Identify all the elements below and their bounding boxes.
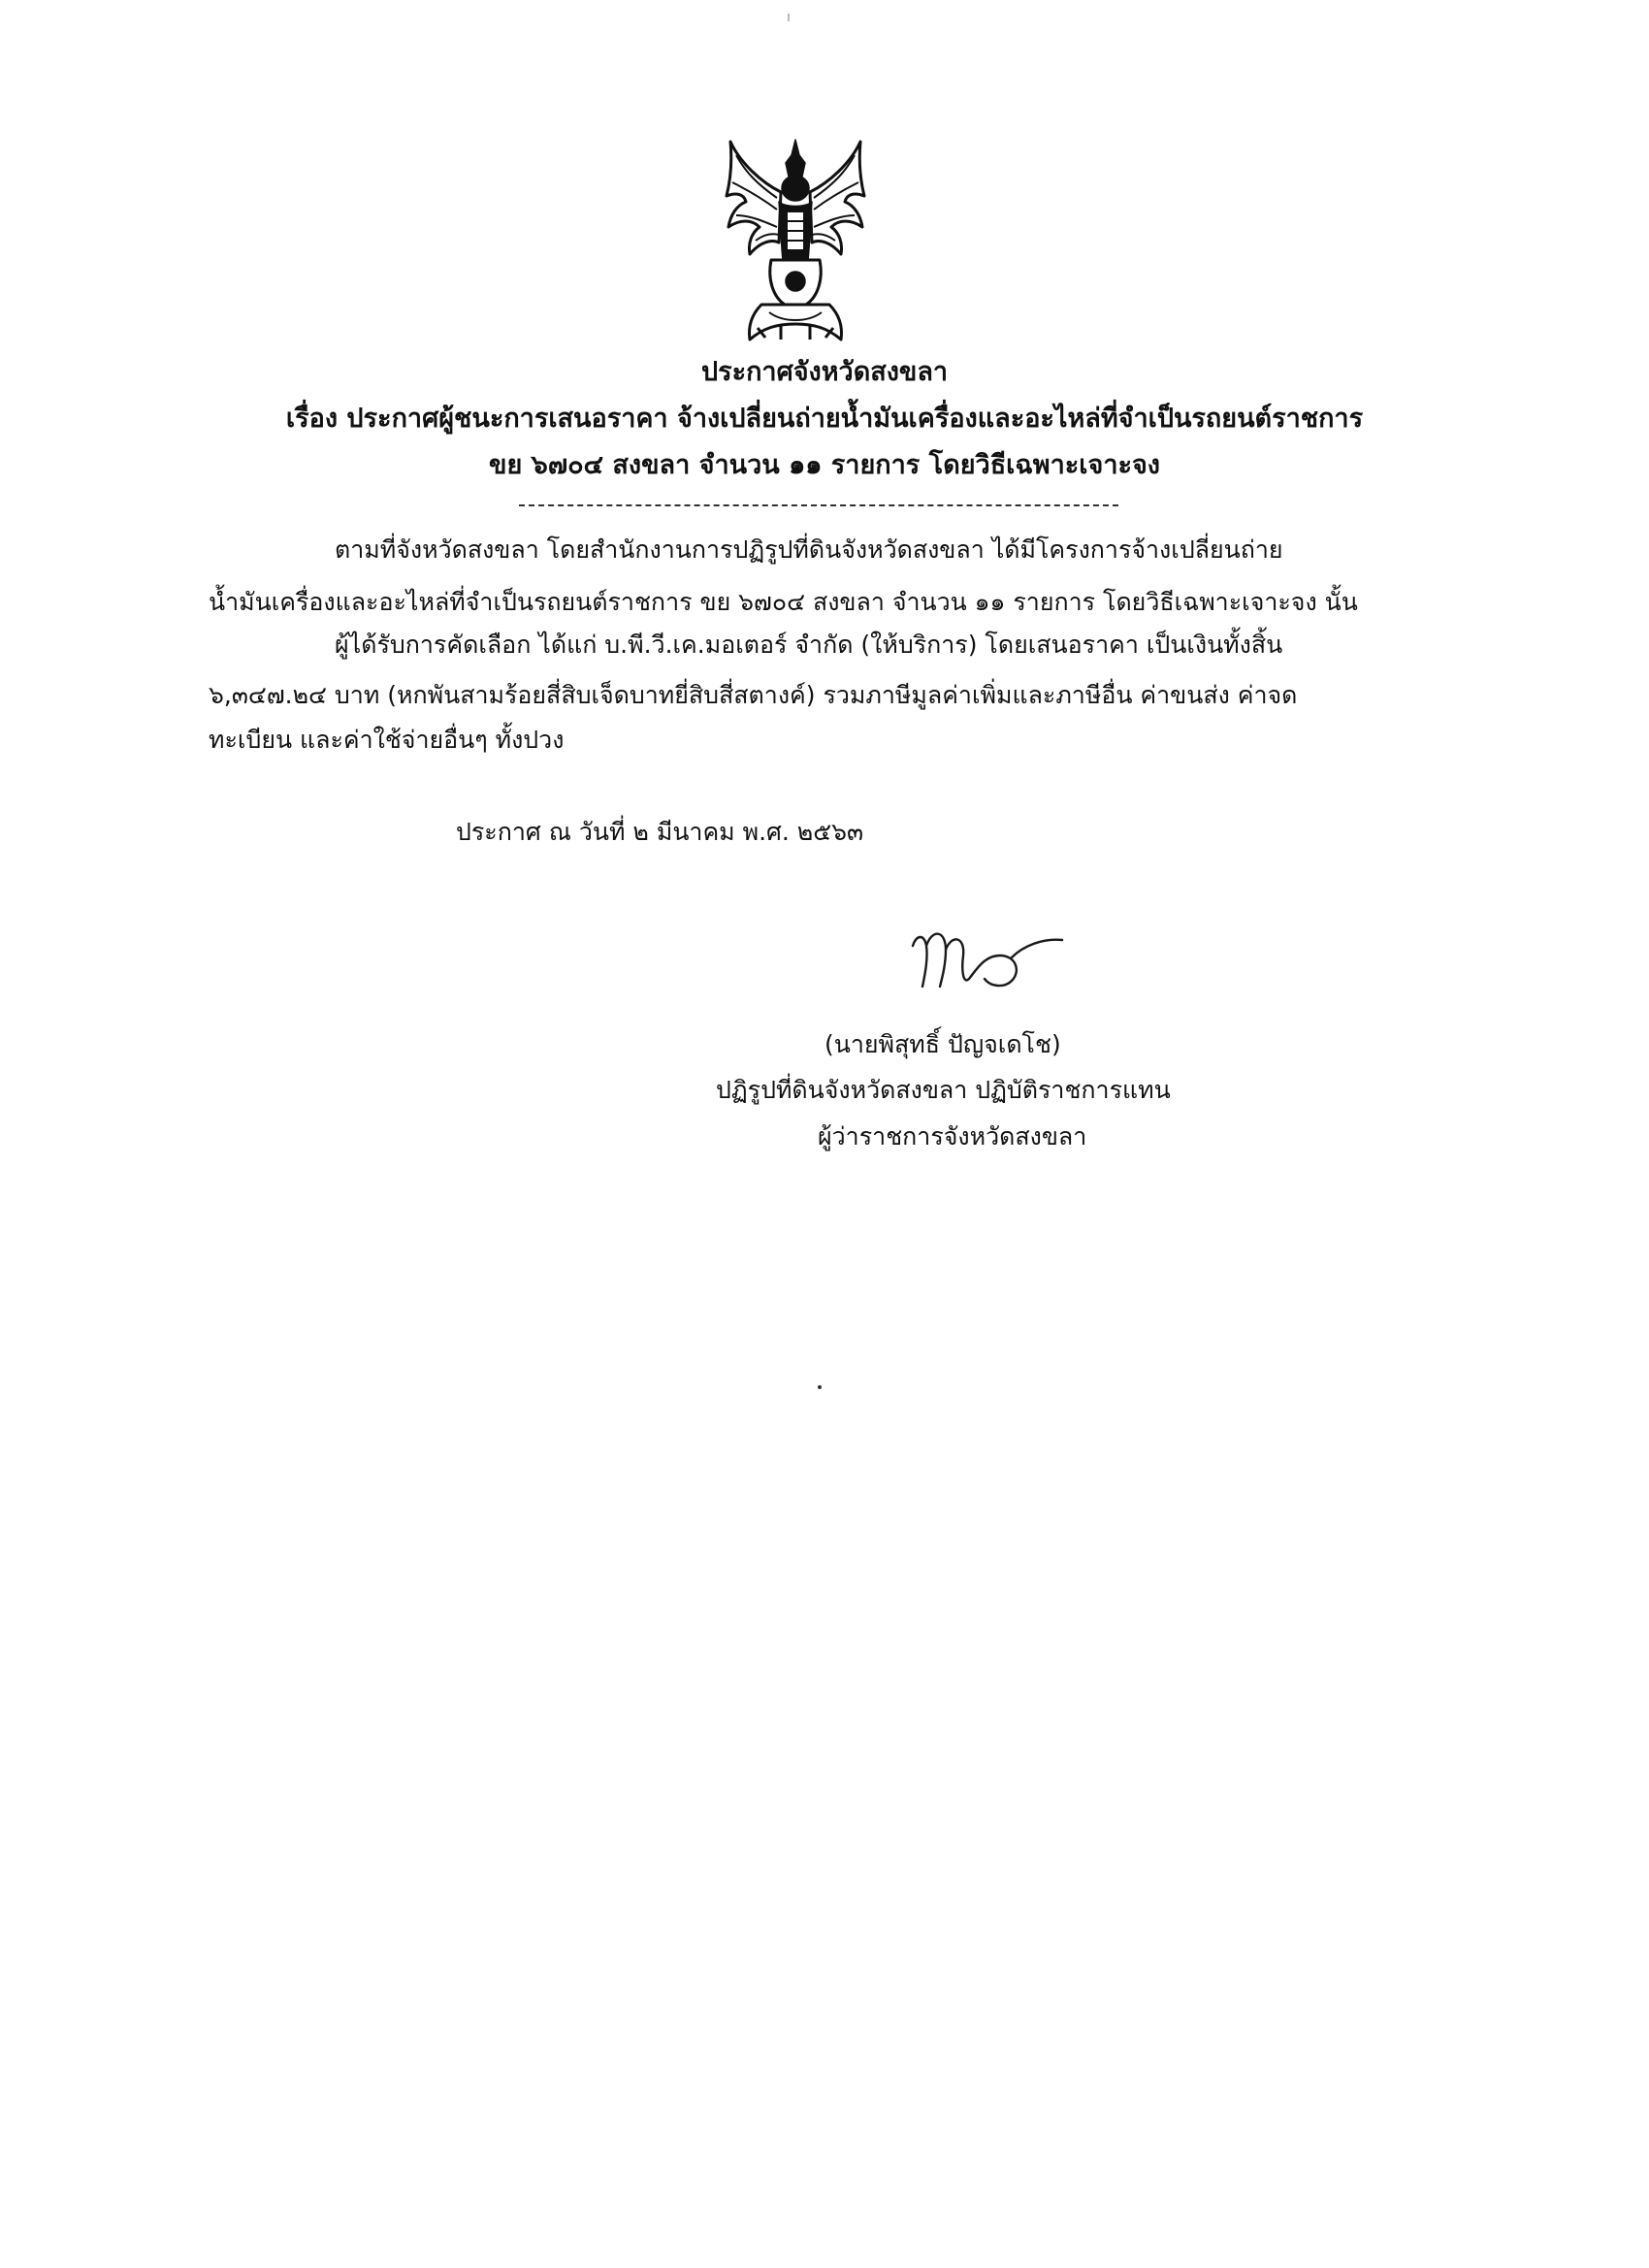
announcement-title: ประกาศจังหวัดสงขลา (700, 357, 949, 387)
garuda-emblem-icon (723, 134, 868, 345)
signatory-position-2: ผู้ว่าราชการจังหวัดสงขลา (818, 1122, 1087, 1150)
handwritten-signature-icon (907, 917, 1072, 994)
signatory-position: ปฏิรูปที่ดินจังหวัดสงขลา ปฏิบัติราชการแทน (716, 1076, 1171, 1104)
announcement-date: ประกาศ ณ วันที่ ๒ มีนาคม พ.ศ. ๒๕๖๓ (456, 818, 864, 846)
announcement-subject-cont: ขย ๖๗๐๔ สงขลา จำนวน ๑๑ รายการ โดยวิธีเฉพาะเจาะจง (489, 450, 1160, 480)
body-line-4: ๖,๓๔๗.๒๔ บาท (หกพันสามร้อยสี่สิบเจ็ดบาทยี่สิบสี่สตางค์) รวมภาษีมูลค่าเพิ่มและภาษีอื่น ค่าขนส่ง ค่าจด (209, 681, 1298, 709)
dashed-separator (519, 504, 1118, 506)
body-line-3: ผู้ได้รับการคัดเลือก ได้แก่ บ.พี.วี.เค.มอเตอร์ จำกัด (ให้บริการ) โดยเสนอราคา เป็นเงินทั้งสิ้น (335, 631, 1283, 659)
stray-dot (818, 1385, 822, 1389)
scan-speck (788, 14, 790, 21)
body-line-2: น้ำมันเครื่องและอะไหล่ที่จำเป็นรถยนต์ราชการ ขย ๖๗๐๔ สงขลา จำนวน ๑๑ รายการ โดยวิธีเฉพาะเจาะจง นั้น (209, 588, 1358, 616)
signatory-name: (นายพิสุทธิ์ ปัญจเดโช) (824, 1030, 1061, 1058)
body-line-5: ทะเบียน และค่าใช้จ่ายอื่นๆ ทั้งปวง (209, 726, 565, 754)
body-line-1: ตามที่จังหวัดสงขลา โดยสำนักงานการปฏิรูปที่ดินจังหวัดสงขลา ได้มีโครงการจ้างเปลี่ยนถ่าย (335, 535, 1283, 564)
announcement-subject: เรื่อง ประกาศผู้ชนะการเสนอราคา จ้างเปลี่ยนถ่ายน้ำมันเครื่องและอะไหล่ที่จำเป็นรถยนต์ราชการ (285, 404, 1364, 434)
